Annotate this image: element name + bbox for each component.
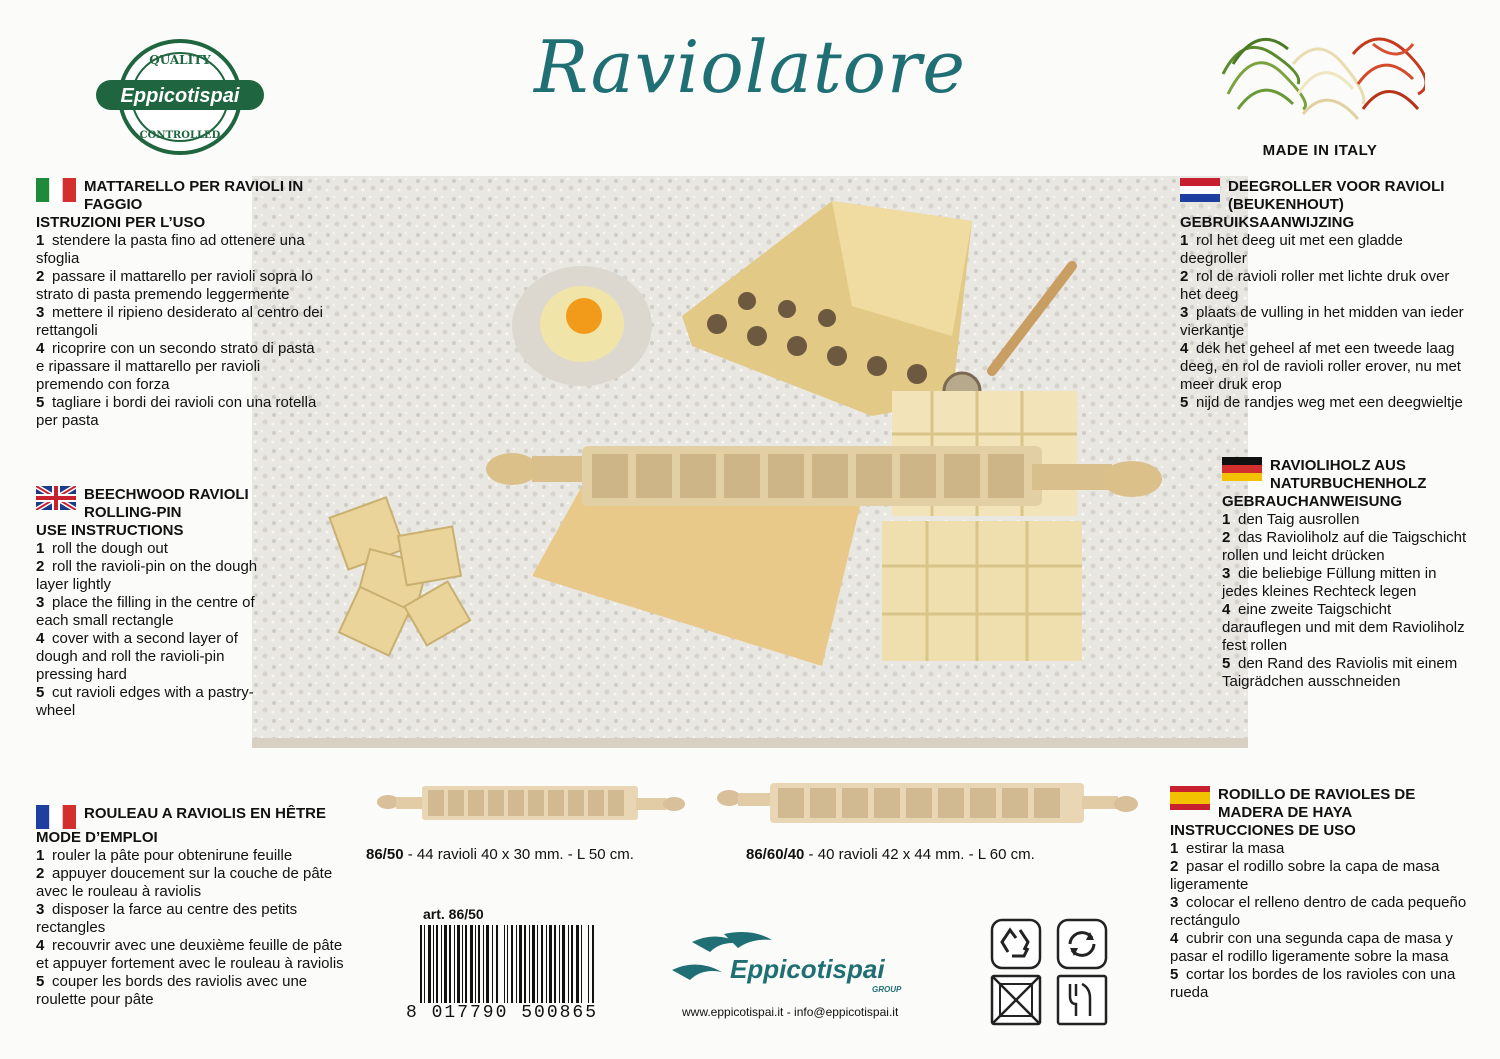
- dutch-step: 2 rol de ravioli roller met lichte druk over het deeg: [1180, 268, 1450, 303]
- netherlands-flag-icon: [1180, 178, 1220, 202]
- dutch-instructions: [1180, 178, 1468, 412]
- french-step: 1 rouler la pâte pour obtenirune feuille: [36, 847, 293, 864]
- english-step: 2 roll the ravioli-pin on the dough layer lightly: [36, 558, 258, 593]
- product-title: Raviolatore: [533, 25, 967, 109]
- dutch-title: DEEGROLLER VOOR RAVIOLI (BEUKENHOUT): [1228, 178, 1445, 213]
- dutch-subtitle: GEBRUIKSAANWIJZING: [1180, 214, 1355, 231]
- italian-title: MATTARELLO PER RAVIOLI IN FAGGIO: [84, 178, 304, 213]
- seal-brand-text: Eppicotispai: [120, 85, 240, 107]
- french-step: 3 disposer la farce au centre des petits rectangles: [36, 901, 298, 936]
- spanish-step: 3 colocar el relleno dentro de cada pequeño rectángulo: [1170, 894, 1467, 929]
- france-flag-icon: [36, 805, 76, 829]
- italian-step: 2 passare il mattarello per ravioli sopra lo strato di pasta premendo leggermente: [36, 268, 313, 303]
- german-step: 1 den Taig ausrollen: [1222, 511, 1360, 528]
- seal-top-text: QUALITY: [149, 53, 211, 67]
- german-step: 4 eine zweite Taigschicht darauflegen und mit dem Ravioliholz fest rollen: [1222, 601, 1465, 654]
- german-instructions: [1222, 457, 1468, 691]
- dutch-step: 1 rol het deeg uit met een gladde deegroller: [1180, 232, 1403, 267]
- spanish-step: 1 estirar la masa: [1170, 840, 1285, 857]
- english-instructions: [36, 486, 268, 720]
- ravioli-preparation-photo: [252, 176, 1248, 748]
- seal-bottom-text: CONTROLLED: [139, 130, 221, 141]
- french-instructions: [36, 805, 348, 1009]
- rolling-pin-large-image: [716, 780, 1140, 826]
- english-step: 5 cut ravioli edges with a pastry-wheel: [36, 684, 254, 719]
- english-step: 3 place the filling in the centre of each small rectangle: [36, 594, 255, 629]
- french-step: 2 appuyer doucement sur la couche de pâte avec le rouleau à raviolis: [36, 865, 333, 900]
- spanish-step: 4 cubrir con una segunda capa de masa y pasar el rodillo ligeramente sobre la masa: [1170, 930, 1453, 965]
- german-subtitle: GEBRAUCHANWEISUNG: [1222, 493, 1402, 510]
- english-step: 4 cover with a second layer of dough and roll the ravioli-pin pressing hard: [36, 630, 238, 683]
- uk-flag-icon: [36, 486, 76, 510]
- germany-flag-icon: [1222, 457, 1262, 481]
- spanish-step: 2 pasar el rodillo sobre la capa de masa ligeramente: [1170, 858, 1440, 893]
- german-step: 3 die beliebige Füllung mitten in jedes kleines Rechteck legen: [1222, 565, 1437, 600]
- italian-step: 4 ricoprire con un secondo strato di pasta e ripassare il mattarello per ravioli premendo con forza: [36, 340, 315, 393]
- made-in-italy-label: MADE IN ITALY: [1262, 142, 1378, 159]
- article-number: art. 86/50: [423, 906, 484, 922]
- italian-step: 3 mettere il ripieno desiderato al centro dei rettangoli: [36, 304, 323, 339]
- italian-subtitle: ISTRUZIONI PER L’USO: [36, 214, 206, 231]
- spanish-title: RODILLO DE RAVIOLES DE MADERA DE HAYA: [1218, 786, 1416, 821]
- brand-group: GROUP: [872, 985, 902, 994]
- french-subtitle: MODE D’EMPLOI: [36, 829, 158, 846]
- spain-flag-icon: [1170, 786, 1210, 810]
- spanish-step: 5 cortar los bordes de los ravioles con una rueda: [1170, 966, 1456, 1001]
- care-icons: [990, 918, 1108, 1028]
- french-step: 5 couper les bords des raviolis avec une roulette pour pâte: [36, 973, 308, 1008]
- reuse-icon: [1058, 920, 1106, 968]
- product-caption-small: 86/50 - 44 ravioli 40 x 30 mm. - L 50 cm.: [366, 846, 634, 863]
- spanish-instructions: [1170, 786, 1468, 1002]
- french-title: ROULEAU A RAVIOLIS EN HÊTRE: [84, 805, 326, 822]
- eppicotispai-group-logo: [672, 930, 932, 1010]
- food-safe-icon: [1058, 976, 1106, 1024]
- italian-instructions: [36, 178, 326, 430]
- german-step: 5 den Rand des Raviolis mit einem Taigrädchen ausschneiden: [1222, 655, 1458, 690]
- website-contact: www.eppicotispai.it - info@eppicotispai.it: [682, 1005, 899, 1019]
- dutch-step: 4 dek het geheel af met een tweede laag deeg, en rol de ravioli roller erover, nu met meer druk erop: [1180, 340, 1461, 393]
- italian-step: 1 stendere la pasta fino ad ottenere una sfoglia: [36, 232, 305, 267]
- tricolore-pasta-image: [1213, 14, 1425, 139]
- italian-step: 5 tagliare i bordi dei ravioli con una rotella per pasta: [36, 394, 317, 429]
- product-caption-large: 86/60/40 - 40 ravioli 42 x 44 mm. - L 60 cm.: [746, 846, 1035, 863]
- quality-seal-logo: [92, 38, 268, 156]
- spanish-subtitle: INSTRUCCIONES DE USO: [1170, 822, 1356, 839]
- rolling-pin-small-image: [376, 782, 686, 824]
- dutch-step: 5 nijd de randjes weg met een deegwieltje: [1180, 394, 1463, 411]
- french-step: 4 recouvrir avec une deuxième feuille de pâte et appuyer fortement avec le rouleau à raviolis: [36, 937, 344, 972]
- italy-flag-icon: [36, 178, 76, 202]
- english-title: BEECHWOOD RAVIOLI ROLLING-PIN: [84, 486, 249, 521]
- brand-name: Eppicotispai: [730, 954, 885, 984]
- dutch-step: 3 plaats de vulling in het midden van ieder vierkantje: [1180, 304, 1464, 339]
- english-subtitle: USE INSTRUCTIONS: [36, 522, 184, 539]
- english-step: 1 roll the dough out: [36, 540, 168, 557]
- german-step: 2 das Ravioliholz auf die Taigschicht rollen und leicht drücken: [1222, 529, 1467, 564]
- german-title: RAVIOLIHOLZ AUS NATURBUCHENHOLZ: [1270, 457, 1427, 492]
- no-dishwasher-icon: [992, 976, 1040, 1024]
- recycle-icon: [992, 920, 1040, 968]
- barcode-digits: 8 017790 500865: [406, 1003, 606, 1023]
